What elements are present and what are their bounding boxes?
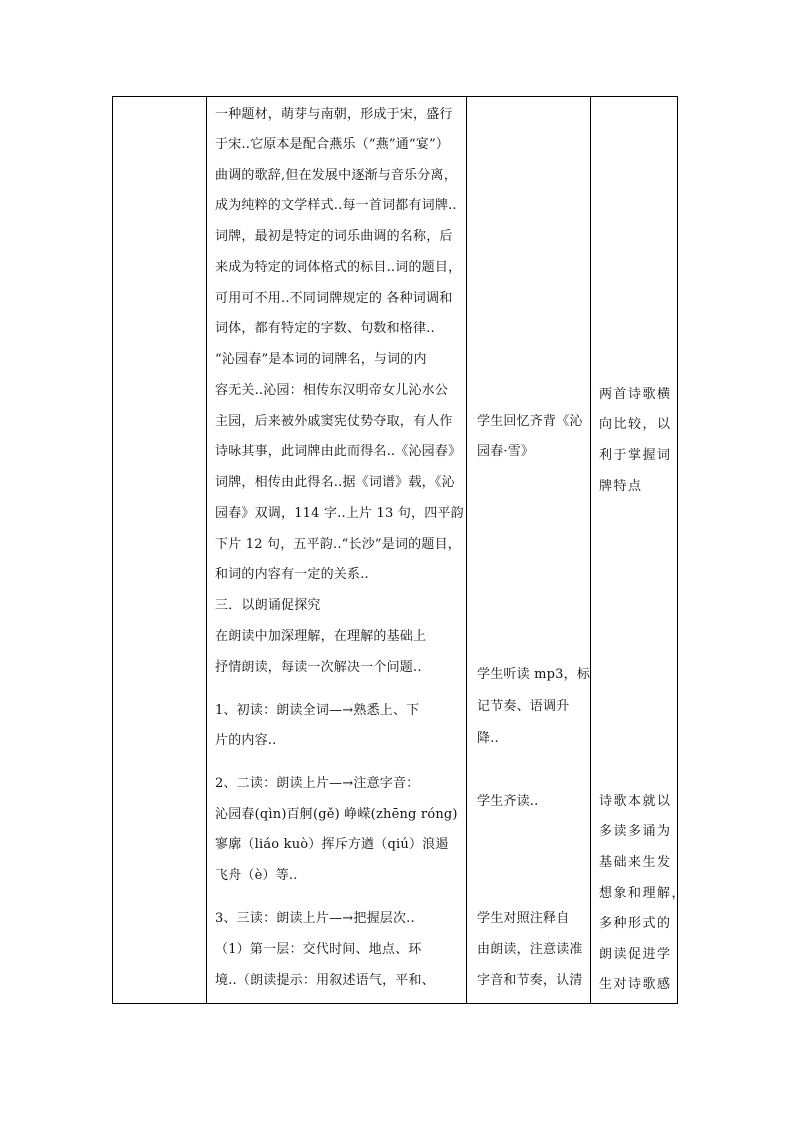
content-line: 词牌，相传由此得名..据《词谱》载，《沁 <box>215 475 455 490</box>
intent-line: 生对诗歌感 <box>599 977 672 992</box>
content-line: 词体，都有特定的字数、句数和格律.. <box>215 321 435 336</box>
content-line: 下片 12 句，五平韵..“长沙”是词的题目， <box>215 537 461 552</box>
content-line: 飞舟（è）等.. <box>215 868 298 883</box>
content-line: 寥廓（liáo kuò）挥斥方遒（qiú）浪遏 <box>215 837 449 852</box>
content-line: 抒情朗读，每读一次解决一个问题.. <box>215 660 422 675</box>
teaching-content-cell <box>207 97 467 1004</box>
content-line: “沁园春”是本词的词牌名，与词的内 <box>215 352 427 367</box>
content-line: 成为纯粹的文学样式..每一首词都有词牌.. <box>215 198 457 213</box>
activity-line: 学生回忆齐背《沁 <box>477 414 583 429</box>
activity-line: 记节奏、语调升 <box>477 699 570 714</box>
content-line: 3、三读：朗读上片—→把握层次.. <box>215 911 415 926</box>
content-line: 在朗读中加深理解，在理解的基础上 <box>215 629 427 644</box>
content-line: 片的内容.. <box>215 733 277 748</box>
intent-line: 两首诗歌横 <box>599 387 672 402</box>
design-intent-cell <box>591 97 687 1004</box>
content-line: 曲调的歌辞,但在发展中逐渐与音乐分离， <box>215 168 457 183</box>
content-line: 于宋..它原本是配合燕乐（“燕”通“宴”） <box>215 137 450 152</box>
table-row <box>113 97 678 1004</box>
intent-line: 想象和理解， <box>599 886 687 901</box>
content-line: 诗咏其事，此词牌由此而得名..《沁园春》 <box>215 444 462 459</box>
content-line: 主园，后来被外戚窦宪仗势夺取，有人作 <box>215 414 453 429</box>
intent-line: 诗歌本就以 <box>599 794 672 809</box>
student-activity-cell <box>467 97 591 1004</box>
activity-line: 字音和节奏，认清 <box>477 973 583 988</box>
activity-line: 学生对照注释自 <box>477 911 570 926</box>
activity-line: 学生听读 mp3，标 <box>477 667 591 682</box>
content-line: 容无关..沁园：相传东汉明帝女儿沁水公 <box>215 383 449 398</box>
content-line: 园春》双调，114 字..上片 13 句，四平韵 <box>215 506 464 521</box>
activity-line: 降.. <box>477 731 499 746</box>
section-heading: 三．以朗诵促探究 <box>215 598 321 613</box>
intent-line: 利于掌握词 <box>599 448 672 463</box>
content-line: 可用可不用..不同词牌规定的 各种词调和 <box>215 291 453 306</box>
intent-line: 向比较，以 <box>599 417 672 432</box>
activity-line: 园春·雪》 <box>477 444 535 459</box>
content-line: （1）第一层：交代时间、地点、环 <box>215 942 422 957</box>
intent-line: 多种形式的 <box>599 916 672 931</box>
activity-line: 学生齐读.. <box>477 794 539 809</box>
intent-line: 基础来生发 <box>599 855 672 870</box>
content-line: 和词的内容有一定的关系.. <box>215 567 369 582</box>
content-line: 2、二读：朗读上片—→注意字音： <box>215 776 420 791</box>
content-line: 沁园春(qìn)百舸(gě) 峥嵘(zhēng róng) <box>215 807 458 822</box>
lesson-plan-table <box>112 96 687 1004</box>
intent-line: 牌特点 <box>599 479 643 494</box>
activity-line: 由朗读，注意读准 <box>477 942 583 957</box>
content-line: 境..（朗读提示：用叙述语气，平和、 <box>215 973 435 988</box>
content-line: 词牌，最初是特定的词乐曲调的名称，后 <box>215 229 453 244</box>
stage-column-cell <box>113 97 207 1004</box>
content-line: 一种题材，萌芽与南朝，形成于宋，盛行 <box>215 107 453 122</box>
intent-line: 朗读促进学 <box>599 947 672 962</box>
content-line: 1、初读：朗读全词—→熟悉上、下 <box>215 703 420 718</box>
intent-line: 多读多诵为 <box>599 824 672 839</box>
content-line: 来成为特定的词体格式的标目..词的题目， <box>215 260 462 275</box>
